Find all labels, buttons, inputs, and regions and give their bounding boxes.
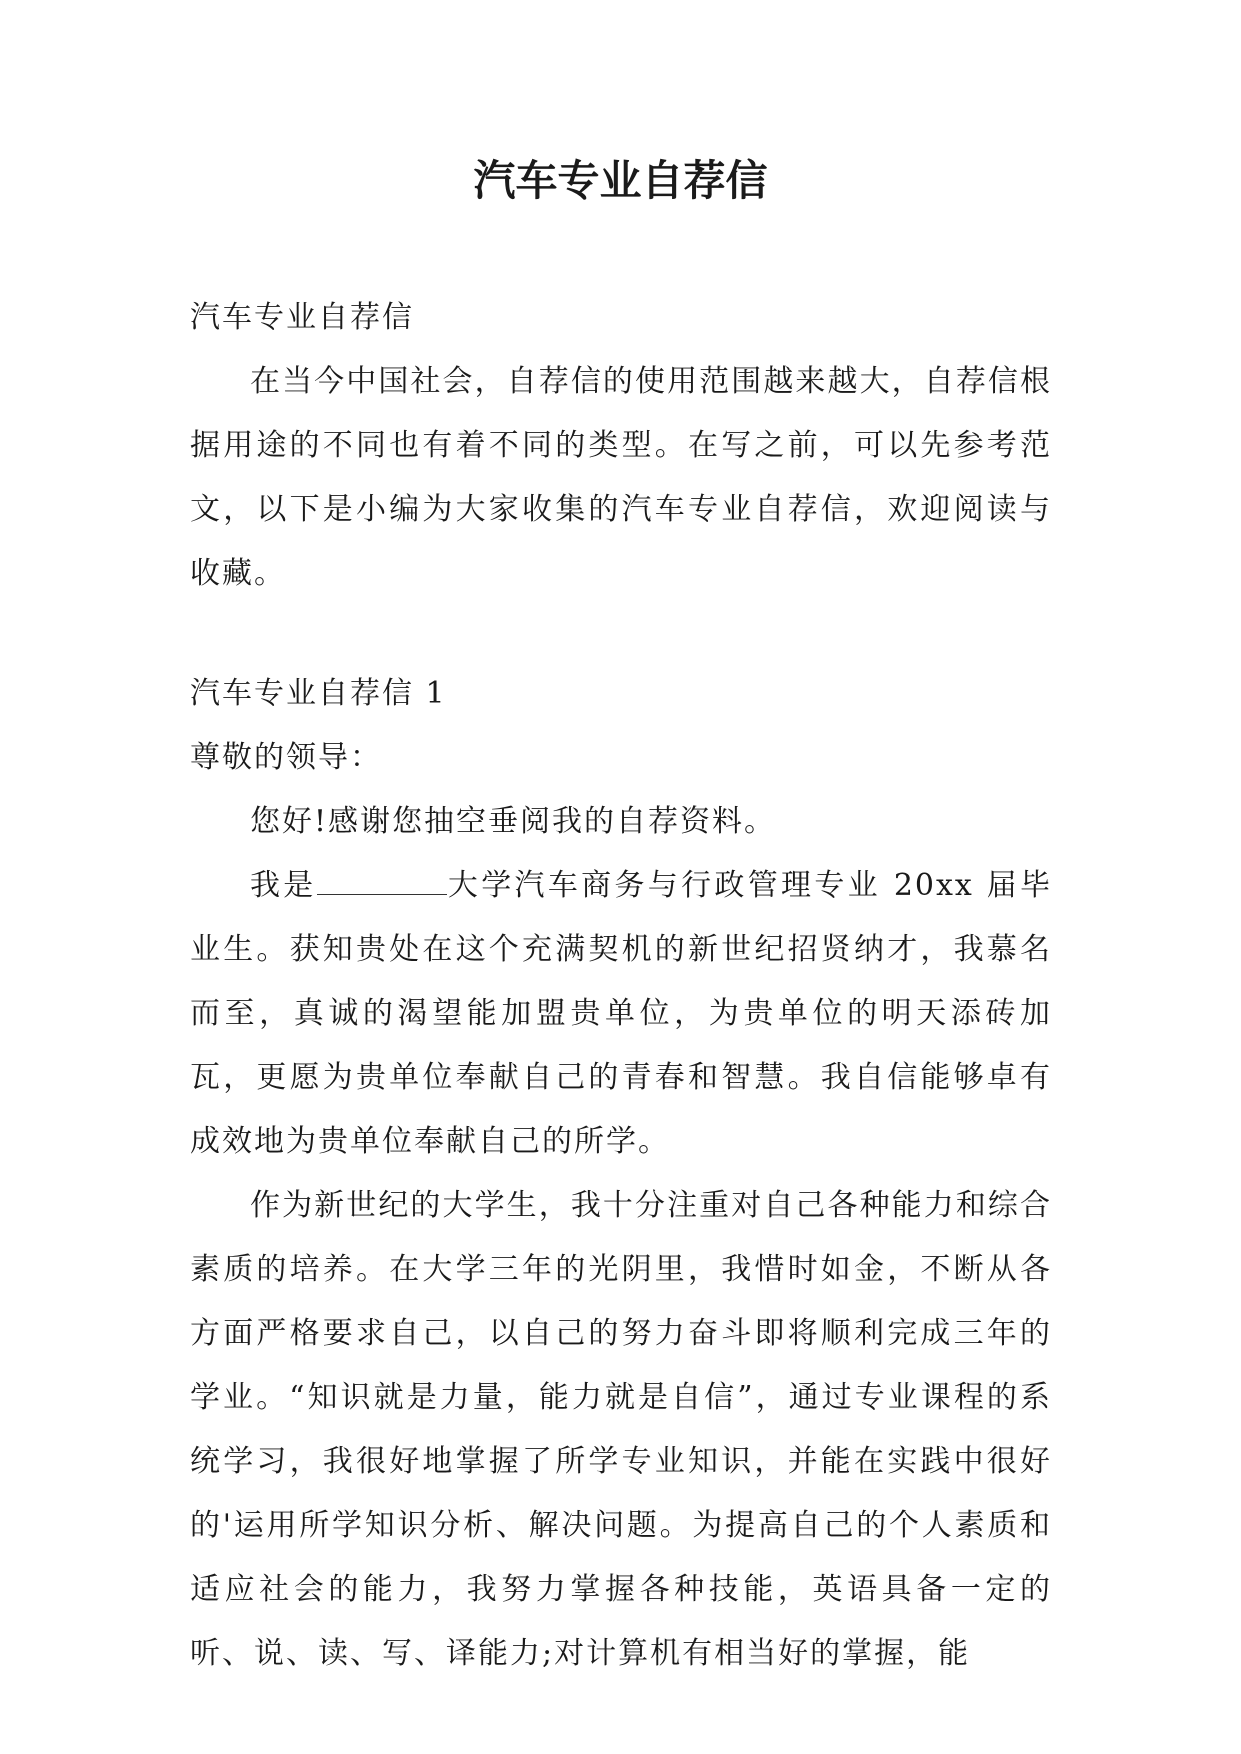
subtitle-line: 汽车专业自荐信 [190,300,414,335]
para1-before-blank: 我是 [250,868,317,903]
section-gap [190,606,1052,662]
intro-paragraph: 在当今中国社会，自荐信的使用范围越来越大，自荐信根据用途的不同也有着不同的类型。在写之前，可以先参考范文，以下是小编为大家收集的汽车专业自荐信，欢迎阅读与收藏。 [190,364,1052,591]
paragraph-abilities: 作为新世纪的大学生，我十分注重对自己各种能力和综合素质的培养。在大学三年的光阴里，我惜时如金，不断从各方面严格要求自己，以自己的努力奋斗即将顺利完成三年的学业。“知识就是力量，能力就是自信”，通过专业课程的系统学习，我很好地掌握了所学专业知识，并能在实践中很好的'运用所学知识分析、解决问题。为提高自己的个人素质和适应社会的能力，我努力掌握各种技能，英语具备一定的听、说、读、写、译能力;对计算机有相当好的掌握，能 [190,1188,1052,1671]
fill-in-blank [317,868,447,895]
greeting-paragraph: 您好!感谢您抽空垂阅我的自荐资料。 [250,804,777,839]
document-body [190,286,1052,1686]
salutation: 尊敬的领导： [190,740,382,775]
document-title: 汽车专业自荐信 [473,156,768,205]
para1-after-blank: 大学汽车商务与行政管理专业 20xx 届毕业生。获知贵处在这个充满契机的新世纪招贤纳才，我慕名而至，真诚的渴望能加盟贵单位，为贵单位的明天添砖加瓦，更愿为贵单位奉献自己的青春和智慧。我自信能够卓有成效地为贵单位奉献自己的所学。 [190,868,1052,1159]
section-heading: 汽车专业自荐信 1 [190,676,447,711]
paragraph-introduction [190,854,1052,1174]
